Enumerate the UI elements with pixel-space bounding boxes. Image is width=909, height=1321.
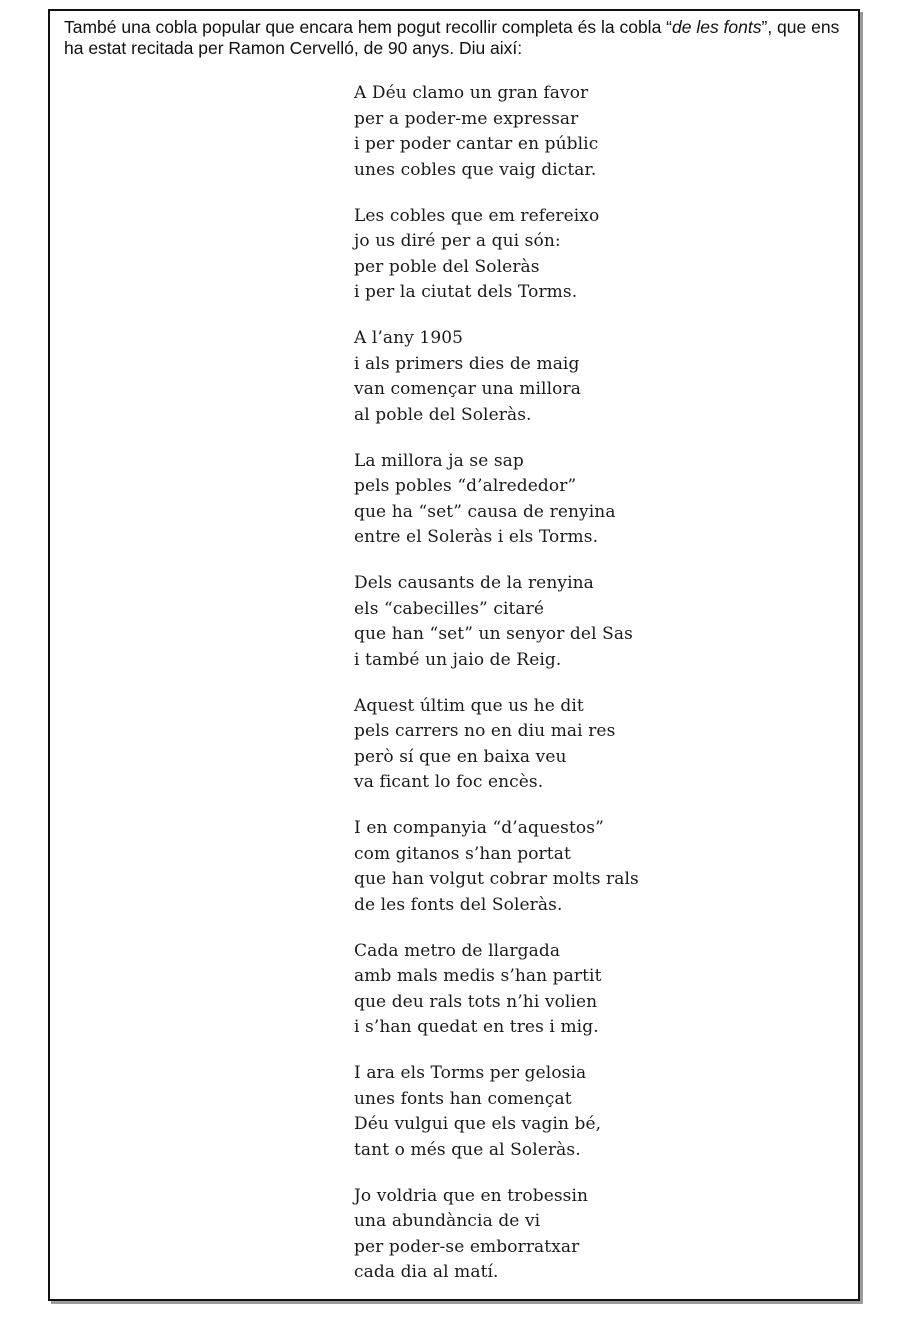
poem-line: Dels causants de la renyina xyxy=(354,573,594,593)
poem-line: I en companyia “d’aquestos” xyxy=(354,818,604,838)
poem-line: per a poder-me expressar xyxy=(354,108,579,129)
poem-stanza xyxy=(354,1184,834,1286)
poem-line: cada dia al matí. xyxy=(354,1262,499,1282)
poem-line: pels pobles “d’alrededor” xyxy=(354,476,577,496)
poem-line: entre el Soleràs i els Torms. xyxy=(354,527,599,547)
poem-stanza xyxy=(354,571,834,673)
poem-line: i als primers dies de maig xyxy=(354,353,580,374)
poem-stanza xyxy=(354,1061,834,1163)
poem-line: els “cabecilles” citaré xyxy=(354,598,545,619)
document-frame xyxy=(48,9,860,1301)
poem-line: Aquest últim que us he dit xyxy=(354,695,584,716)
poem-line: que deu rals tots n’hi volien xyxy=(354,991,598,1012)
intro-italic-title: de les fonts xyxy=(672,17,762,37)
poem-line: La millora ja se sap xyxy=(354,450,524,471)
poem-line: i per la ciutat dels Torms. xyxy=(354,282,578,302)
poem-line: que han volgut cobrar molts rals xyxy=(354,869,639,889)
poem-line: que ha “set” causa de renyina xyxy=(354,501,616,522)
poem-line: A l’any 1905 xyxy=(354,328,464,348)
poem-line: tant o més que al Soleràs. xyxy=(354,1139,581,1160)
poem xyxy=(354,81,834,1306)
poem-stanza xyxy=(354,81,834,183)
intro-text-end: ”, que ens ha estat recitada per Ramon Cervelló, de 90 anys. Diu així: xyxy=(64,17,840,58)
poem-stanza xyxy=(354,204,834,306)
poem-stanza xyxy=(354,694,834,796)
poem-line: però sí que en baixa veu xyxy=(354,746,567,767)
intro-paragraph xyxy=(64,17,844,59)
poem-line: va ficant lo foc encès. xyxy=(354,772,544,792)
poem-line: al poble del Soleràs. xyxy=(354,404,532,425)
poem-line: I ara els Torms per gelosia xyxy=(354,1063,587,1083)
poem-line: de les fonts del Soleràs. xyxy=(354,894,563,915)
poem-stanza xyxy=(354,326,834,428)
poem-line: unes cobles que vaig dictar. xyxy=(354,159,597,180)
poem-stanza xyxy=(354,816,834,918)
poem-stanza xyxy=(354,449,834,551)
poem-line: Cada metro de llargada xyxy=(354,940,561,961)
poem-stanza xyxy=(354,939,834,1041)
poem-line: Déu vulgui que els vagin bé, xyxy=(354,1114,602,1134)
poem-line: que han “set” un senyor del Sas xyxy=(354,624,633,644)
poem-line: amb mals medis s’han partit xyxy=(354,966,602,986)
poem-line: per poder-se emborratxar xyxy=(354,1236,580,1257)
poem-line: van començar una millora xyxy=(354,379,581,399)
poem-line: i s’han quedat en tres i mig. xyxy=(354,1017,599,1037)
poem-line: una abundància de vi xyxy=(354,1211,541,1231)
poem-line: com gitanos s’han portat xyxy=(354,843,571,864)
poem-line: Jo voldria que en trobessin xyxy=(354,1185,589,1206)
intro-text-start: També una cobla popular que encara hem pogut recollir completa és la cobla “ xyxy=(64,17,672,37)
poem-line: A Déu clamo un gran favor xyxy=(354,83,589,103)
poem-line: jo us diré per a qui són: xyxy=(354,231,561,251)
poem-line: Les cobles que em refereixo xyxy=(354,205,600,226)
poem-line: pels carrers no en diu mai res xyxy=(354,721,616,741)
poem-line: i també un jaio de Reig. xyxy=(354,649,562,670)
poem-line: i per poder cantar en públic xyxy=(354,134,599,154)
poem-line: per poble del Soleràs xyxy=(354,256,540,277)
poem-line: unes fonts han començat xyxy=(354,1088,572,1109)
